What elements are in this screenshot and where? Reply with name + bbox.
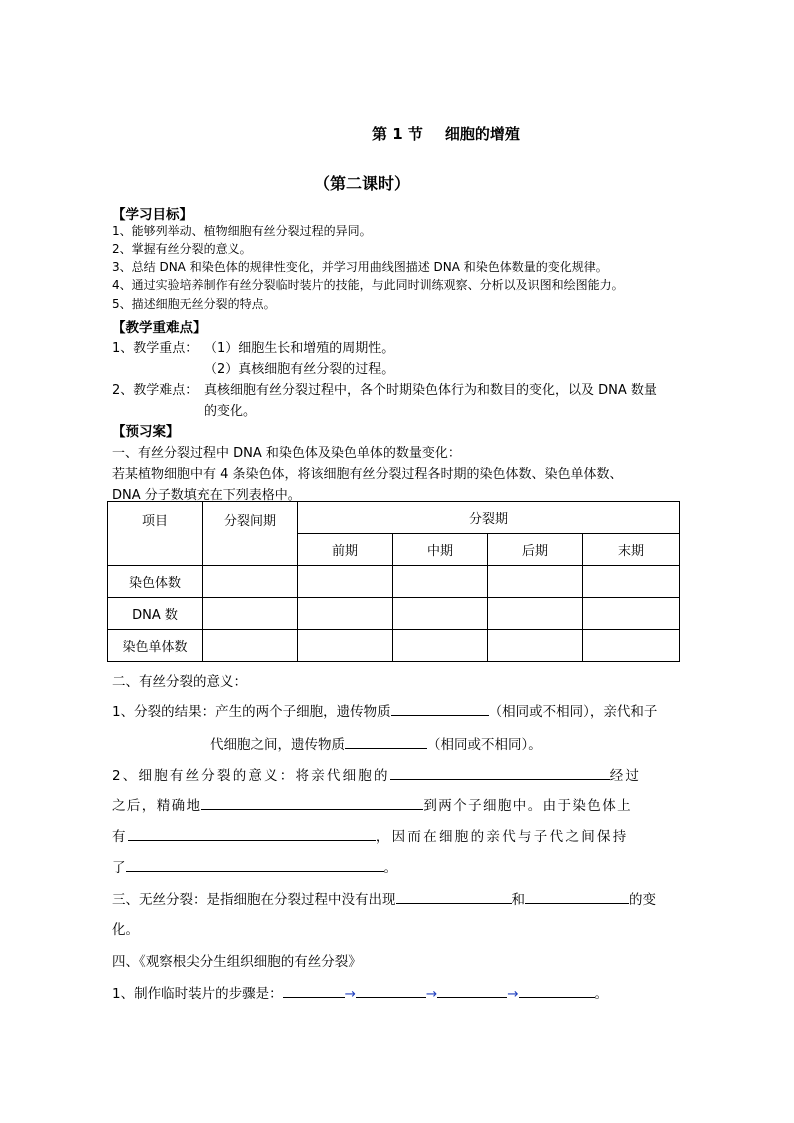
blank-field[interactable] (437, 982, 507, 998)
arrow-icon: → (425, 986, 438, 1002)
difficulty-line-2: 的变化。 (204, 404, 257, 419)
blank-field[interactable] (391, 700, 489, 716)
arrow-icon: → (507, 986, 519, 1002)
goals-item-5: 5、描述细胞无丝分裂的特点。 (112, 297, 276, 311)
blank-field[interactable] (356, 982, 426, 998)
q2-1-line-1 (112, 700, 657, 720)
blank-field[interactable] (128, 825, 376, 841)
blank-field[interactable] (390, 764, 610, 780)
table-cell[interactable] (488, 566, 583, 598)
header-telophase: 末期 (583, 534, 680, 566)
q2-2-text-c: 之后，精确地 (112, 798, 202, 814)
header-prophase: 前期 (298, 534, 393, 566)
blank-field[interactable] (126, 856, 384, 872)
table-cell[interactable] (203, 566, 298, 598)
goals-item-3: 3、总结 DNA 和染色体的规律性变化，并学习用曲线图描述 DNA 和染色体数量的变化规律。 (112, 260, 608, 274)
q2-2-line-2 (112, 794, 632, 814)
q4-line-1 (112, 982, 608, 1002)
table-cell[interactable] (488, 598, 583, 630)
q2-2-text-b: 经过 (609, 768, 642, 784)
table-cell[interactable] (583, 598, 680, 630)
header-item: 项目 (108, 502, 203, 566)
focus-label: 1、教学重点： (112, 341, 199, 356)
q3-line-2: 化。 (112, 922, 139, 938)
q1-title: 一、有丝分裂过程中 DNA 和染色体及染色单体的数量变化： (112, 446, 461, 461)
q1-line-1: 若某植物细胞中有 4 条染色体，将该细胞有丝分裂过程各时期的染色体数、染色单体数、 (112, 467, 623, 482)
table-cell[interactable] (298, 598, 393, 630)
q2-1-text-a: 1、分裂的结果：产生的两个子细胞，遗传物质 (112, 704, 391, 720)
section-number: 第 1 节 (372, 125, 423, 143)
table-cell[interactable] (203, 598, 298, 630)
goals-item-1: 1、能够列举动、植物细胞有丝分裂过程的异同。 (112, 224, 372, 238)
q4-text-1: 1、制作临时装片的步骤是： (112, 986, 283, 1002)
q3-text-c: 的变 (629, 892, 656, 908)
table-cell[interactable] (393, 630, 488, 662)
q3-line-1 (112, 888, 656, 908)
header-anaphase: 后期 (488, 534, 583, 566)
q2-2-text-a: 2、细胞有丝分裂的意义：将亲代细胞的 (112, 768, 390, 784)
blank-field[interactable] (396, 888, 512, 904)
q2-2-line-4 (112, 856, 397, 876)
table-cell[interactable] (203, 630, 298, 662)
blank-field[interactable] (345, 733, 427, 749)
q2-2-text-e: 有 (112, 829, 128, 845)
q2-1-line-2 (210, 733, 542, 753)
q2-1-text-b: （相同或不相同），亲代和子 (488, 704, 658, 720)
table-cell[interactable] (488, 630, 583, 662)
q1-line-2: DNA 分子数填充在下列表格中。 (112, 488, 301, 503)
row-label-chromosome: 染色体数 (108, 566, 203, 598)
cell-count-table (107, 501, 680, 662)
blank-field[interactable] (283, 982, 345, 998)
row-label-chromatid: 染色单体数 (108, 630, 203, 662)
header-division-phase: 分裂期 (298, 502, 680, 534)
q2-2-text-f: ，因而在细胞的亲代与子代之间保持 (375, 829, 629, 845)
difficulty-label: 2、教学难点： (112, 383, 199, 398)
difficulty-line-1: 真核细胞有丝分裂过程中，各个时期染色体行为和数目的变化，以及 DNA 数量 (204, 383, 657, 398)
arrow-icon: → (344, 986, 356, 1002)
q2-2-line-3 (112, 825, 629, 845)
q2-2-text-d: 到两个子细胞中。由于染色体上 (423, 798, 633, 814)
q4-title: 四、《观察根尖分生组织细胞的有丝分裂》 (112, 954, 362, 970)
table-cell[interactable] (298, 630, 393, 662)
q2-2-text-h: 。 (383, 860, 397, 876)
blank-field[interactable] (525, 888, 629, 904)
table-cell[interactable] (583, 630, 680, 662)
focus-item-2: （2）真核细胞有丝分裂的过程。 (204, 362, 395, 377)
q2-1-text-c: 代细胞之间，遗传物质 (210, 737, 345, 753)
page-subtitle: （第二课时） (314, 174, 411, 193)
keypoints-heading: 【教学重难点】 (112, 320, 207, 336)
header-interphase: 分裂间期 (203, 502, 298, 566)
table-cell[interactable] (583, 566, 680, 598)
table-cell[interactable] (393, 598, 488, 630)
blank-field[interactable] (519, 982, 595, 998)
q2-1-text-d: （相同或不相同）。 (427, 737, 542, 753)
q4-end: 。 (594, 986, 609, 1002)
preview-heading: 【预习案】 (112, 424, 180, 440)
page-title (372, 123, 520, 144)
q2-title: 二、有丝分裂的意义： (112, 674, 247, 690)
focus-item-1: （1）细胞生长和增殖的周期性。 (204, 341, 395, 356)
table-cell[interactable] (298, 566, 393, 598)
header-metaphase: 中期 (393, 534, 488, 566)
goals-item-2: 2、掌握有丝分裂的意义。 (112, 242, 252, 256)
title-text: 细胞的增殖 (444, 125, 520, 143)
q3-text-b: 和 (511, 892, 525, 908)
row-label-dna: DNA 数 (108, 598, 203, 630)
q2-2-text-g: 了 (112, 860, 126, 876)
q2-2-line-1 (112, 764, 641, 784)
goals-item-4: 4、通过实验培养制作有丝分裂临时装片的技能，与此同时训练观察、分析以及识图和绘图能力。 (112, 278, 624, 292)
table-cell[interactable] (393, 566, 488, 598)
blank-field[interactable] (201, 794, 423, 810)
q3-text-a: 三、无丝分裂：是指细胞在分裂过程中没有出现 (112, 892, 396, 908)
goals-heading: 【学习目标】 (112, 207, 193, 223)
